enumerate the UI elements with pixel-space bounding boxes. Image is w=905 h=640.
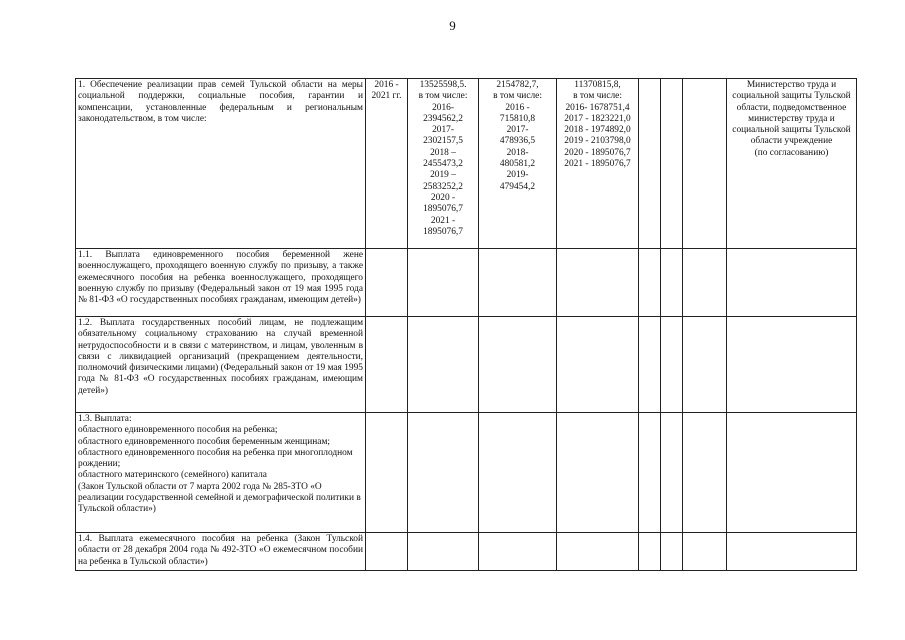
- empty-cell: [408, 413, 479, 533]
- empty-cell: [683, 413, 727, 533]
- table-row: [76, 249, 857, 317]
- empty-cell: [639, 533, 661, 571]
- empty-cell: [727, 249, 857, 317]
- empty-cell: [479, 317, 557, 413]
- empty-cell: [683, 533, 727, 571]
- empty-cell: [366, 317, 408, 413]
- empty-cell: [661, 317, 683, 413]
- empty-cell: [557, 317, 639, 413]
- empty-cell: [479, 533, 557, 571]
- row-description: 1.4. Выплата ежемесячного пособия на ребенка (Закон Тульской области от 28 декабря 2004 года № 492-ЗТО «О ежемесячном пособии на ребенка в Тульской области»): [76, 533, 366, 571]
- empty-cell: [639, 317, 661, 413]
- empty-cell: [661, 249, 683, 317]
- empty-cell: [727, 317, 857, 413]
- empty-cell: [727, 413, 857, 533]
- empty-cell: [661, 79, 683, 249]
- empty-cell: [661, 413, 683, 533]
- row-description: 1.1. Выплата единовременного пособия беременной жене военнослужащего, проходящего военную службу по призыву, а также ежемесячного пособия на ребенка военнослужащего, проходящего военную службу по призыву (Федеральный закон от 19 мая 1995 года № 81-ФЗ «О государственных пособиях гражданам, имеющим детей»): [76, 249, 366, 317]
- empty-cell: [408, 533, 479, 571]
- empty-cell: [727, 533, 857, 571]
- empty-cell: [366, 249, 408, 317]
- row-description: 1. Обеспечение реализации прав семей Тульской области на меры социальной поддержки, социальные пособия, гарантии и компенсации, установленные федеральным и региональным законодательством, в том числе:: [76, 79, 366, 249]
- empty-cell: [683, 249, 727, 317]
- empty-cell: [683, 317, 727, 413]
- empty-cell: [683, 79, 727, 249]
- empty-cell: [479, 249, 557, 317]
- table-row: [76, 317, 857, 413]
- empty-cell: [557, 413, 639, 533]
- page-number: 9: [449, 18, 456, 33]
- empty-cell: [639, 413, 661, 533]
- empty-cell: [557, 249, 639, 317]
- executor-cell: Министерство труда и социальной защиты Тульской области, подведомственное министерству труда и социальной защиты Тульской области учреждение (по согласованию): [727, 79, 857, 249]
- empty-cell: [408, 249, 479, 317]
- program-table: [75, 78, 857, 571]
- total-funding-cell: 13525598,5. в том числе: 2016- 2394562,2 2017- 2302157,5 2018 – 2455473,2 2019 – 2583252,2 2020 - 1895076,7 2021 - 1895076,7: [408, 79, 479, 249]
- row-description: 1.2. Выплата государственных пособий лицам, не подлежащим обязательному социальному страхованию на случай временной нетрудоспособности и в связи с материнством, и лицам, уволенным в связи с ликвидацией организаций (прекращением деятельности, полномочий физическими лицами) (Федеральный закон от 19 мая 1995 года № 81-ФЗ «О государственных пособиях гражданам, имеющим детей»): [76, 317, 366, 413]
- empty-cell: [639, 79, 661, 249]
- empty-cell: [661, 533, 683, 571]
- empty-cell: [366, 413, 408, 533]
- period-cell: 2016 - 2021 гг.: [366, 79, 408, 249]
- empty-cell: [479, 413, 557, 533]
- table-row: [76, 79, 857, 249]
- empty-cell: [366, 533, 408, 571]
- table-row: [76, 413, 857, 533]
- empty-cell: [408, 317, 479, 413]
- row-description: 1.3. Выплата: областного единовременного пособия на ребенка; областного единовременного пособия беременным женщинам; областного единовременного пособия на ребенка при многоплодном рождении; областного материнского (семейного) капитала (Закон Тульской области от 7 марта 2002 года № 285-ЗТО «О реализации государственной семейной и демографической политики в Тульской области»): [76, 413, 366, 533]
- table-row: [76, 533, 857, 571]
- empty-cell: [557, 533, 639, 571]
- empty-cell: [639, 249, 661, 317]
- federal-funding-cell: 2154782,7, в том числе: 2016 - 715810,8 2017- 478936,5 2018- 480581,2 2019- 479454,2: [479, 79, 557, 249]
- regional-funding-cell: 11370815,8, в том числе: 2016- 1678751,4 2017 - 1823221,0 2018 - 1974892,0 2019 - 2103798,0 2020 - 1895076,7 2021 - 1895076,7: [557, 79, 639, 249]
